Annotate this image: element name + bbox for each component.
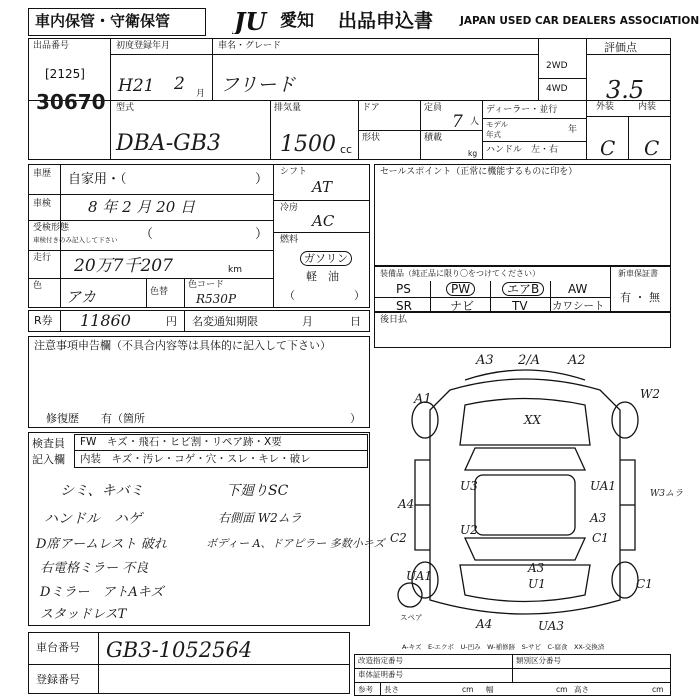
mark-c1-right: C1: [636, 577, 653, 591]
mark-2a: 2/A: [518, 353, 541, 368]
reg-month-unit: 月: [196, 89, 206, 99]
lot-number: 30670: [36, 90, 106, 114]
equip-sr: SR: [396, 299, 412, 313]
chassis-value: GB3-1052564: [106, 638, 253, 662]
association-name: JAPAN USED CAR DEALERS ASSOCIATION: [460, 15, 700, 27]
header-tag-box: [28, 8, 206, 36]
car-history-close: ）: [255, 172, 269, 187]
type-label: 類別区分番号: [516, 656, 561, 665]
mileage-label: 走行: [33, 253, 52, 263]
mark-a4-left: A4: [398, 497, 415, 511]
cert-label: 車体証明番号: [358, 670, 403, 679]
door-label: ドア: [362, 103, 380, 113]
capacity-value: 7: [452, 112, 463, 132]
mark-w2: W2: [640, 387, 660, 401]
mark-a1: A1: [414, 392, 432, 407]
damage-legend: A-キズ E-エクボ U-凹み W-補修跡 S-サビ C-腐食 XX-交換済: [402, 643, 605, 651]
car-history-value: 自家用・（: [68, 172, 127, 187]
note-hw-right-3: ボディー A、ドアピラー 多数小キズ: [206, 537, 385, 550]
exterior-label: 外装: [596, 102, 615, 112]
mark-a4-bottom: A4: [476, 617, 493, 631]
mark-a3-low: A3: [528, 561, 545, 575]
equip-ps: PS: [396, 282, 411, 296]
warranty-value: 有 ・ 無: [620, 291, 660, 304]
lot-label: 出品番号: [33, 41, 70, 51]
sales-title: セールスポイント（正常に機能するものに印を）: [380, 167, 578, 177]
modify-label: 改造指定番号: [358, 656, 403, 665]
ac-value: AC: [312, 212, 335, 230]
shape-label: 形状: [362, 133, 381, 143]
model-year-label-2: 年式: [486, 130, 501, 139]
fuel-diesel: 軽 油: [306, 270, 339, 283]
acceptance-label: 受検形態: [33, 223, 70, 233]
interior-label: 内装: [638, 102, 657, 112]
mark-u1: U1: [528, 577, 546, 591]
note-hw-6: スタッドレスT: [40, 607, 127, 622]
repair-close: ）: [350, 412, 361, 425]
chassis-label: 車台番号: [36, 641, 80, 654]
length-unit: cm: [462, 685, 474, 694]
color-code-value: R530P: [196, 292, 237, 306]
interior-row: 内装 キズ・汚レ・コゲ・穴・スレ・キレ・破レ: [80, 453, 311, 465]
mark-c1-mid: C1: [592, 531, 609, 545]
rear-seat-label: 後日払: [380, 315, 408, 325]
fuel-gasoline: ガソリン: [300, 251, 352, 266]
fw-row: FW キズ・飛石・ヒビ割・リペア跡・X要: [80, 436, 282, 448]
mark-ua1-right: UA1: [590, 479, 617, 493]
warranty-label: 新車保証書: [618, 269, 658, 278]
mileage-value: 20万7千207: [74, 256, 173, 276]
entry-label: 記入欄: [32, 453, 65, 466]
recycle-label: R券: [34, 314, 53, 327]
displacement-value: 1500: [280, 132, 336, 157]
lot-bracket: [2125]: [45, 67, 85, 81]
shift-label: シフト: [280, 167, 308, 177]
equip-navi: ナビ: [450, 299, 475, 313]
interior-value: C: [644, 136, 660, 160]
sales-point-box: [374, 164, 671, 266]
mark-u3: U3: [460, 479, 478, 493]
load-unit: kg: [468, 149, 478, 158]
day-label: 日: [350, 315, 361, 328]
reg-value: H21: [118, 76, 155, 96]
mark-xx: XX: [524, 413, 542, 427]
header-tag: 車内保管・守衛保管: [35, 12, 171, 30]
mark-u2: U2: [460, 523, 478, 537]
drive-4wd: 4WD: [546, 84, 568, 94]
displacement-label: 排気量: [274, 103, 302, 113]
color-label: 色: [33, 281, 43, 291]
displacement-unit: cc: [340, 143, 353, 156]
height-unit: cm: [652, 685, 664, 694]
drive-2wd: 2WD: [546, 61, 568, 71]
spare-label: スペア: [400, 613, 423, 622]
acceptance-note: 車検付きのみ記入して下さい: [33, 236, 118, 244]
equip-tv: TV: [512, 299, 528, 313]
equip-seat: カワシート: [552, 300, 605, 312]
exterior-value: C: [600, 136, 616, 160]
meter-change-label: 名変通知期限: [192, 315, 258, 328]
height-label: 高さ: [574, 685, 589, 694]
reg-label: 初度登録年月: [116, 41, 171, 51]
fuel-other-open: （: [284, 289, 295, 302]
mark-a3-top: A3: [476, 353, 494, 368]
recycle-value: 11860: [80, 311, 131, 330]
note-hw-right-1: 下廻りSC: [226, 483, 289, 499]
svg-text:JU: JU: [234, 8, 267, 34]
name-label: 車名・グレード: [218, 41, 282, 51]
mark-ua3: UA3: [538, 619, 565, 633]
grade-value: 3.5: [606, 76, 645, 104]
mark-c2: C2: [390, 531, 407, 545]
brand-name: 愛知: [280, 11, 314, 31]
mark-w3: W3ムラ: [650, 489, 683, 499]
model-year-unit: 年: [568, 125, 578, 135]
mark-a2: A2: [568, 353, 586, 368]
model-value: DBA-GB3: [116, 131, 221, 156]
mileage-unit: km: [228, 265, 242, 275]
fuel-other-close: ）: [354, 289, 365, 302]
ju-logo: [232, 8, 280, 34]
load-label: 積載: [424, 133, 443, 143]
rear-box: [374, 312, 671, 348]
width-unit: cm: [556, 685, 568, 694]
checker-label: 検査員: [32, 437, 65, 450]
equip-aw: AW: [568, 282, 588, 296]
reg-month: 2: [174, 74, 185, 94]
fuel-label: 燃料: [280, 235, 299, 245]
equip-pw: PW: [446, 282, 475, 296]
capacity-label: 定員: [424, 103, 443, 113]
width-label: 幅: [486, 685, 494, 694]
model-label: 型式: [116, 103, 135, 113]
note-hw-1: シミ、キバミ: [60, 483, 144, 499]
month-label: 月: [302, 315, 313, 328]
equip-airbag: エアB: [502, 282, 544, 296]
color-code-label: 色コード: [188, 280, 225, 290]
dealer-label: ディーラー・並行: [486, 105, 558, 115]
equip-title: 装備品（純正品に限り〇をつけてください）: [380, 269, 540, 278]
note-hw-right-2: 右側面 W2ムラ: [218, 511, 302, 525]
repair-label: 修復歴 有（箇所: [46, 412, 145, 425]
color-change-label: 色替: [150, 287, 169, 297]
notes-title: 注意事項申告欄（不具合内容等は具体的に記入して下さい）: [34, 339, 331, 352]
sheet-title: 出品申込書: [338, 10, 434, 32]
color-value: アカ: [66, 288, 96, 306]
note-hw-2: ハンドル ハゲ: [44, 511, 142, 527]
note-hw-4: 右電格ミラー 不良: [40, 561, 149, 576]
note-hw-5: Dミラー アトAキズ: [40, 585, 164, 600]
grade-label: 評価点: [604, 41, 637, 54]
handle-label: ハンドル 左・右: [486, 145, 559, 155]
inspection-label: 車検: [33, 199, 52, 209]
car-history-label: 車歴: [33, 169, 52, 179]
inspection-value: 8 年 2 月 20 日: [88, 198, 196, 216]
note-label: 参考: [358, 685, 373, 694]
recycle-unit: 円: [166, 315, 177, 328]
name-value: フリード: [220, 74, 296, 96]
mark-ua1-left: UA1: [406, 569, 433, 583]
acceptance-close: ）: [255, 227, 269, 242]
shift-value: AT: [312, 178, 333, 196]
length-label: 長さ: [384, 685, 399, 694]
ac-label: 冷房: [280, 203, 299, 213]
mark-a3-mid: A3: [590, 511, 607, 525]
acceptance-open: （: [140, 227, 154, 242]
capacity-unit: 人: [470, 117, 480, 127]
model-year-label-1: モデル: [486, 120, 509, 129]
note-hw-3: D席アームレスト 破れ: [36, 537, 167, 552]
reg-no-label: 登録番号: [36, 673, 80, 686]
